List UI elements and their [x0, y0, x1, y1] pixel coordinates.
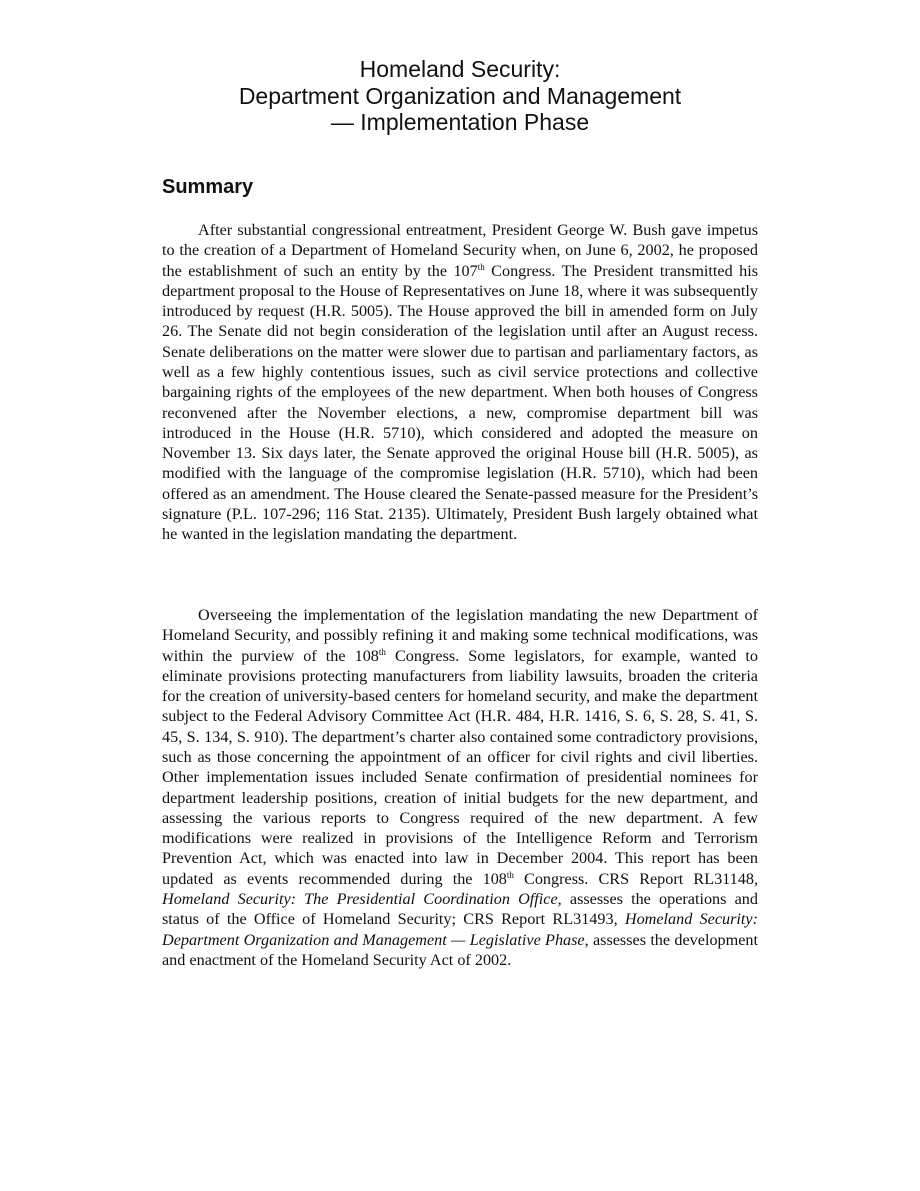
- paragraph-1-text-a: After substantial congressional entreatment, President George W. Bush gave impetus to the creation of a Department of Homeland Security when, on June 6, 2002, he proposed the establishment of such an entity by the 107: [162, 221, 758, 280]
- paragraph-2-superscript-2: th: [506, 869, 514, 880]
- paragraph-2-text-e: , assesses the development and enactment of the Homeland Security Act of 2002.: [162, 930, 758, 969]
- paragraph-2-text-a: Overseeing the implementation of the legislation mandating the new Department of Homeland Security, and possibly refining it and making some technical modifications, was within the purview of the 108: [162, 606, 758, 665]
- summary-paragraph-2: [162, 605, 758, 970]
- document-title: [160, 56, 760, 136]
- paragraph-2-superscript-1: th: [378, 646, 386, 657]
- report-title-legislative-phase: Homeland Security: Department Organization and Management — Legislative Phase: [162, 910, 758, 949]
- paragraph-2-text-c: Congress. CRS Report RL31148,: [513, 869, 758, 888]
- paragraph-1-superscript: th: [477, 261, 485, 272]
- title-line-1: Homeland Security:: [359, 56, 561, 82]
- summary-paragraph-1: [162, 220, 758, 545]
- summary-heading: Summary: [162, 176, 254, 198]
- report-title-coordination-office: Homeland Security: The Presidential Coordination Office: [162, 889, 558, 908]
- title-line-2: Department Organization and Management: [238, 82, 682, 109]
- paragraph-2-text-d: , assesses the operations and status of the Office of Homeland Security; CRS Report RL31493,: [162, 889, 758, 929]
- paragraph-2-text-b: Congress. Some legislators, for example, wanted to eliminate provisions protecting manufacturers from liability lawsuits, broaden the criteria for the creation of university-based centers for homeland security, and make the department subject to the Federal Advisory Committee Act (H.R. 484, H.R. 1416, S. 6, S. 28, S. 41, S. 45, S. 134, S. 910). The department’s charter also contained some contradictory provisions, such as those concerning the appointment of an officer for civil rights and civil liberties. Other implementation issues included Senate confirmation of presidential nominees for department leadership positions, creation of initial budgets for the new department, and assessing the various reports to Congress required of the new department. A few modifications were realized in provisions of the Intelligence Reform and Terrorism Prevention Act, which was enacted into law in December 2004. This report has been updated as events recommended during the 108: [162, 646, 759, 888]
- paragraph-1-text-b: Congress. The President transmitted his department proposal to the House of Representatives on June 18, where it was subsequently introduced by request (H.R. 5005). The House approved the bill in amended form on July 26. The Senate did not begin consideration of the legislation until after an August recess. Senate deliberations on the matter were slower due to partisan and parliamentary factors, as well as a few highly contentious issues, such as civil service protections and collective bargaining rights of the employees of the new department. When both houses of Congress reconvened after the November elections, a new, compromise department bill was introduced in the House (H.R. 5710), which considered and adopted the measure on November 13. Six days later, the Senate approved the original House bill (H.R. 5005), as modified with the language of the compromise legislation (H.R. 5710), which had been offered as an amendment. The House cleared the Senate-passed measure for the President’s signature (P.L. 107-296; 116 Stat. 2135). Ultimately, President Bush largely obtained what he wanted in the legislation mandating the department.: [162, 261, 759, 544]
- title-line-3: — Implementation Phase: [330, 109, 590, 135]
